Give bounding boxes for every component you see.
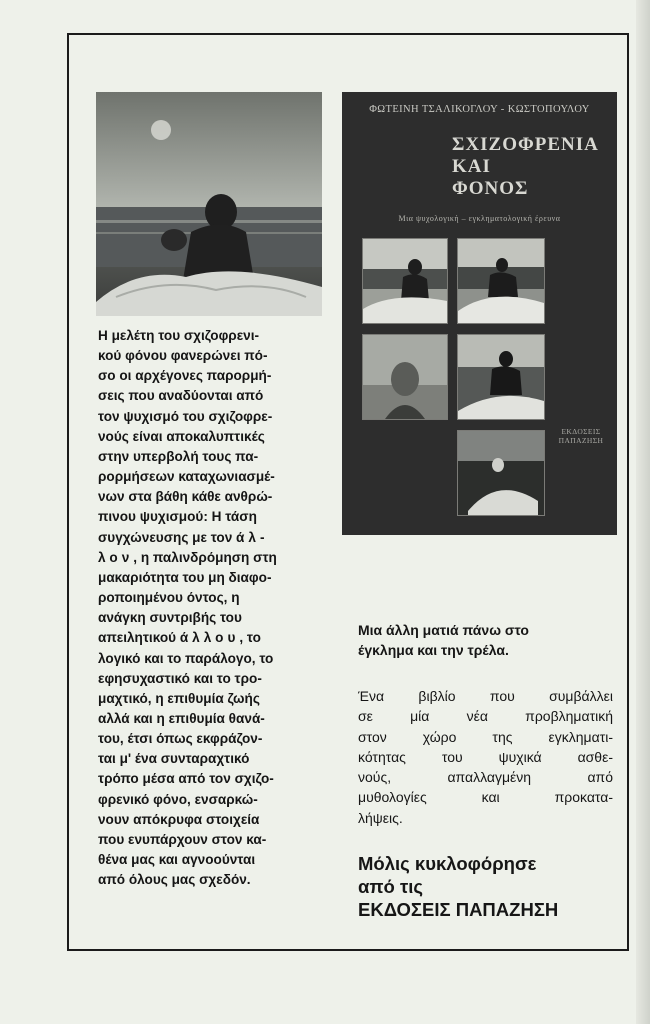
headline [358,620,613,660]
text-line [98,628,330,648]
text-line: τρόπο μέσα από τον σχιζο- [98,771,274,787]
description-line: κότητας του ψυχικά ασθε- [358,748,613,765]
release-line: από τις [358,876,423,897]
book-title-line: ΦΟΝΟΣ [452,178,529,199]
text-line: αλλά και η επιθυμία θανά- [98,710,265,726]
headline-line: Μια άλλη ματιά πάνω στο [358,622,529,638]
description-line: μυθολογίες και προκατα- [358,789,613,806]
spaced-word: λον [98,549,134,565]
cover-publisher-line: ΠΑΠΑΖΗΣΗ [558,436,604,445]
text-fragment: συγχώνευσης με τον [98,529,237,545]
text-line [98,528,330,548]
text-line: ανάγκη συντριβής του [98,610,242,626]
text-line: μαχτικό, η επιθυμία ζωής [98,690,260,706]
book-title [452,134,612,200]
release-line: Μόλις κυκλοφόρησε [358,853,537,874]
book-subtitle: Μια ψυχολογική – εγκληματολογική έρευνα [398,214,561,223]
description [358,686,613,828]
book-cover [342,92,617,535]
page-edge-shadow [636,0,650,1024]
cover-thumbnail [362,334,448,420]
cover-thumbnail [457,334,545,420]
book-title-line: ΣΧΙΖΟΦΡΕΝΙΑ [452,134,599,155]
description-line: λήψεις. [358,809,403,826]
publisher-name: ΕΚΔΟΣΕΙΣ ΠΑΠΑΖΗΣΗ [358,899,559,920]
text-line: Η μελέτη του σχιζοφρενι- [98,328,260,343]
text-line: που ενυπάρχουν στον κα- [98,831,267,847]
headline-line: έγκλημα και την τρέλα. [358,642,509,658]
cover-thumbnail [457,238,545,324]
text-line: τον ψυχισμό του σχιζοφρε- [98,408,273,424]
cover-thumbnail [457,430,545,516]
text-line: πινου ψυχισμού: Η τάση [98,509,257,525]
text-fragment: , το [239,630,261,646]
seaside-photo [96,92,322,316]
text-line: φρενικό φόνο, ενσαρκώ- [98,791,258,807]
text-fragment: απειλητικού [98,630,180,646]
cover-publisher-line: ΕΚΔΟΣΕΙΣ [561,427,601,436]
book-author: ΦΩΤΕΙΝΗ ΤΣΑΛΙΚΟΓΛΟΥ - ΚΩΣΤΟΠΟΥΛΟΥ [369,104,590,115]
text-line: ται μ' ένα συνταραχτικό [98,751,250,767]
text-line: μακαριότητα του μη διαφο- [98,569,272,585]
spaced-word: άλλου [179,630,240,646]
text-line: σο οι αρχέγονες παρορμή- [98,368,272,384]
spaced-word: άλ- [236,529,269,545]
text-line: νων στα βάθη κάθε ανθρώ- [98,489,273,505]
cover-publisher [548,427,614,445]
release-notice [358,852,623,921]
text-line: λογικό και το παράλογο, το [98,650,274,666]
description-line: στον χώρο της εγκληματι- [358,728,613,745]
cover-thumbnail [362,238,448,324]
book-title-line: ΚΑΙ [452,156,491,177]
text-line: του, έτσι όπως εκφράζον- [98,731,263,747]
text-line: στην υπερβολή τους πα- [98,448,259,464]
text-line: εφησυχαστικό και το τρο- [98,670,262,686]
text-line [98,548,330,568]
text-line: κού φόνου φανερώνει πό- [98,348,268,364]
text-line: νούς είναι αποκαλυπτικές [98,428,265,444]
body-text [98,326,330,890]
description-line: σε μία νέα προβληματική [358,708,613,725]
text-fragment: , η παλινδρόμηση στη [133,549,277,565]
text-line: από όλους μας σχεδόν. [98,872,251,888]
text-line: θένα μας και αγνοούνται [98,852,256,868]
text-line: νουν απόκρυφα στοιχεία [98,811,260,827]
description-line: Ένα βιβλίο που συμβάλλει [358,688,613,704]
text-line: ροποιημένου όντος, η [98,590,240,606]
text-line: σεις που αναδύονται από [98,388,264,404]
text-line: ρορμήσεων καταχωνιασμέ- [98,469,275,485]
description-line: νούς, απαλλαγμένη από [358,769,613,786]
